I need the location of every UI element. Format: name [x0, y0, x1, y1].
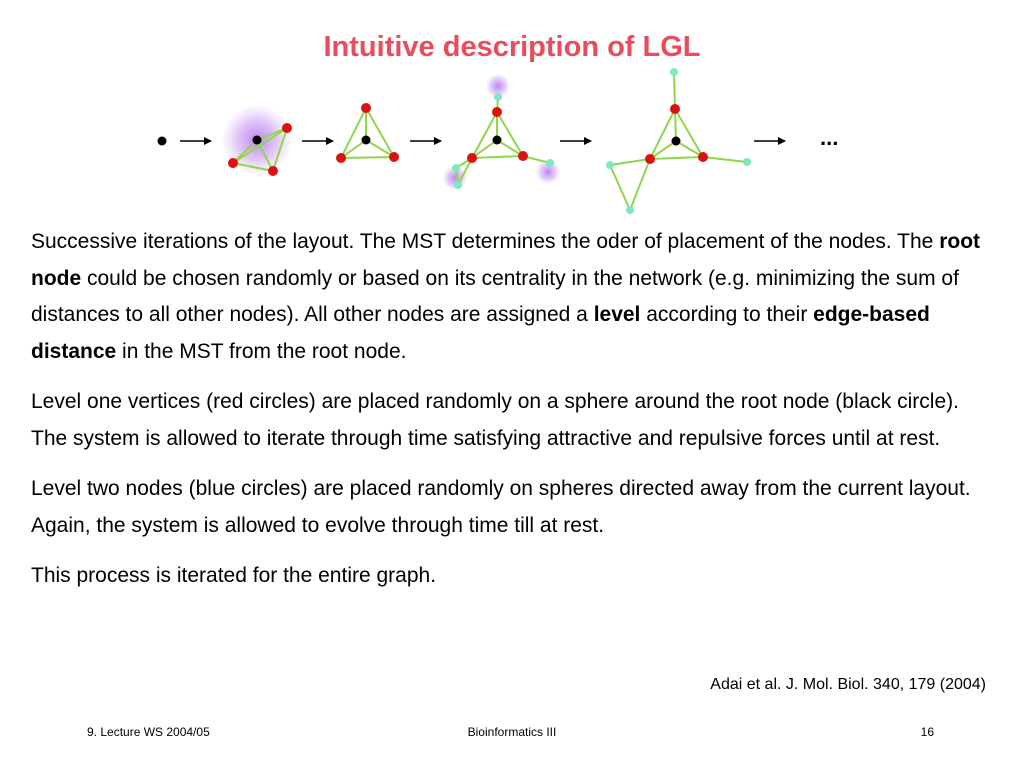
edge — [610, 159, 650, 165]
level-one-node — [467, 153, 477, 163]
level-one-node — [698, 152, 708, 162]
page-number: 16 — [920, 725, 934, 739]
level-two-node — [743, 158, 751, 166]
paragraph-1-text: could be chosen randomly or based on its centrality in the network (e.g. minimizing the sum of distances to all other nodes). All other nodes are assigned a — [31, 266, 959, 326]
edge — [472, 156, 523, 158]
level-two-node — [452, 164, 460, 172]
level-two-node — [626, 206, 634, 214]
paragraph-1-text: Successive iterations of the layout. The MST determines the oder of placement of the nodes. The — [31, 230, 940, 253]
root-node-term: root node — [31, 230, 981, 290]
stage-5 — [606, 68, 751, 214]
edge — [610, 165, 630, 210]
level-one-node — [361, 103, 371, 113]
level-one-node — [268, 166, 278, 176]
footer-lecture: 9. Lecture WS 2004/05 — [87, 725, 210, 739]
level-two-node — [606, 161, 614, 169]
root-node — [493, 136, 502, 145]
level-one-node — [336, 153, 346, 163]
ellipsis: ... — [820, 125, 839, 150]
slide-title: Intuitive description of LGL — [323, 31, 701, 63]
paragraph-1 — [31, 224, 996, 370]
level-one-node — [518, 151, 528, 161]
root-node — [158, 137, 167, 146]
level-two-node — [454, 181, 462, 189]
citation: Adai et al. J. Mol. Biol. 340, 179 (2004) — [710, 676, 986, 693]
stage-1 — [158, 137, 167, 146]
paragraph-1-text: in the MST from the root node. — [116, 339, 407, 363]
lgl-iteration-diagram — [0, 60, 1024, 220]
root-node — [672, 137, 681, 146]
footer-course: Bioinformatics III — [467, 725, 557, 739]
level-one-node — [228, 158, 238, 168]
paragraph-2: Level one vertices (red circles) are placed randomly on a sphere around the root node (black circle). The system is allowed to iterate through time satisfying attractive and repulsive forces until at rest. — [31, 390, 959, 450]
level-one-node — [645, 154, 655, 164]
stage-4 — [443, 74, 560, 190]
level-one-node — [389, 152, 399, 162]
edge-based-distance-term: edge-based distance — [31, 303, 930, 363]
level-one-node — [282, 123, 292, 133]
edge — [472, 112, 497, 158]
root-node — [253, 136, 262, 145]
paragraph-3: Level two nodes (blue circles) are placed randomly on spheres directed away from the current layout. Again, the system is allowed to evolve through time till at rest. — [31, 477, 971, 537]
level-two-node — [670, 68, 678, 76]
root-node — [362, 136, 371, 145]
edge — [630, 159, 650, 210]
edge — [497, 112, 523, 156]
level-term: level — [593, 303, 641, 326]
level-two-node — [546, 159, 554, 167]
level-one-node — [670, 104, 680, 114]
paragraph-4: This process is iterated for the entire graph. — [31, 564, 437, 587]
edge — [341, 157, 394, 158]
edge — [650, 157, 703, 159]
edge — [341, 108, 366, 158]
paragraph-1-text: according to their — [640, 303, 814, 326]
stage-2 — [223, 106, 292, 176]
edge — [674, 72, 675, 109]
level-one-node — [492, 107, 502, 117]
edge — [703, 157, 747, 162]
level-two-node — [494, 93, 502, 101]
slide-body — [31, 224, 996, 609]
stage-3 — [336, 103, 399, 163]
